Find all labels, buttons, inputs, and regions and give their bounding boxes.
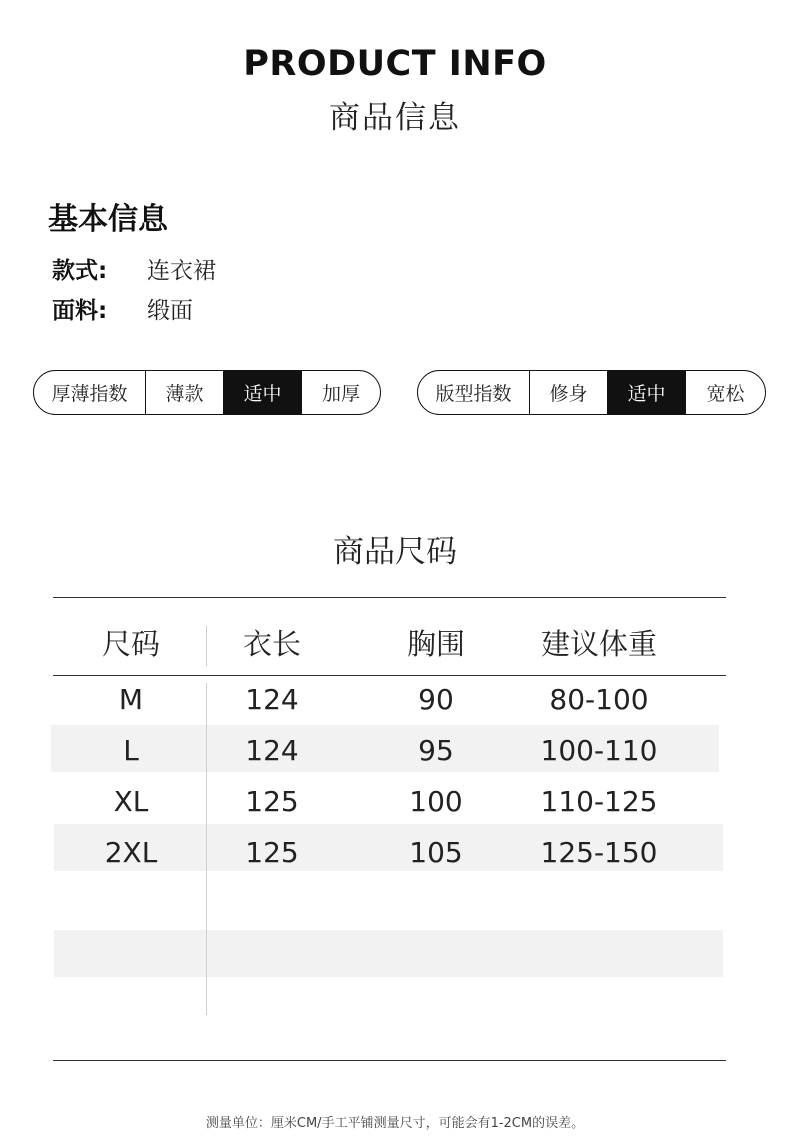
table-cell: 80-100 [549, 683, 649, 716]
fit-index [417, 370, 766, 415]
table-cell: 110-125 [540, 785, 658, 818]
size-table-title: 商品尺码 [333, 534, 457, 570]
column-header-weight: 建议体重 [540, 627, 658, 661]
thickness-option-thin: 薄款 [145, 371, 223, 414]
thickness-option-medium: 适中 [223, 371, 301, 414]
header-divider [206, 626, 207, 666]
title-en: PRODUCT INFO [243, 44, 547, 84]
table-cell: 100 [409, 785, 463, 818]
style-value: 连衣裙 [147, 258, 216, 284]
table-cell: 105 [409, 836, 463, 869]
table-cell: 124 [245, 683, 299, 716]
title-zh: 商品信息 [329, 100, 461, 136]
fit-option-loose: 宽松 [685, 371, 765, 414]
table-cell: 125-150 [540, 836, 658, 869]
fabric-label: 面料: [52, 298, 108, 324]
thickness-index [33, 370, 381, 415]
table-cell: 125 [245, 836, 299, 869]
basic-info-heading: 基本信息 [48, 202, 168, 237]
column-header-length: 衣长 [242, 627, 302, 661]
table-cell: 125 [245, 785, 299, 818]
table-cell: L [123, 734, 139, 767]
table-row-stripe [54, 930, 723, 977]
table-top-rule [53, 597, 726, 598]
table-cell: 100-110 [540, 734, 658, 767]
table-cell: 95 [418, 734, 454, 767]
table-cell: 90 [418, 683, 454, 716]
column-divider [206, 683, 207, 1015]
column-header-size: 尺码 [101, 627, 161, 661]
fit-option-slim: 修身 [529, 371, 607, 414]
thickness-index-label: 厚薄指数 [51, 383, 128, 405]
thickness-option-thick: 加厚 [301, 371, 380, 414]
fit-option-regular: 适中 [607, 371, 685, 414]
fabric-value: 缎面 [147, 298, 193, 324]
table-cell: 2XL [104, 836, 158, 869]
table-cell: 124 [245, 734, 299, 767]
measurement-note: 测量单位：厘米CM/手工平铺测量尺寸，可能会有1-2CM的误差。 [205, 1116, 585, 1131]
table-bottom-rule [53, 1060, 726, 1061]
fit-index-label: 版型指数 [435, 383, 512, 405]
table-cell: M [118, 683, 144, 716]
table-header-rule [53, 675, 726, 676]
table-cell: XL [113, 785, 149, 818]
column-header-chest: 胸围 [406, 627, 466, 661]
style-label: 款式: [52, 258, 108, 284]
